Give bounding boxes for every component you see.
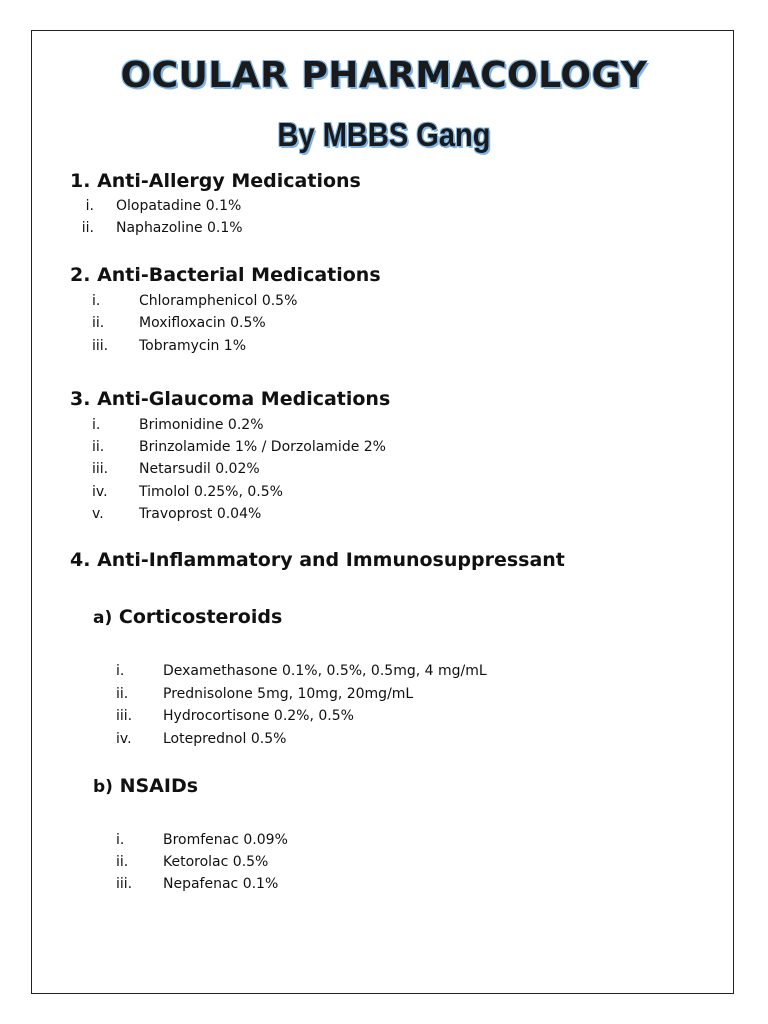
item-text: Travoprost 0.04% [139,506,262,522]
item-numeral: i. [116,832,125,848]
document-title: OCULAR PHARMACOLOGY [120,55,648,96]
item-numeral: ii. [92,439,105,455]
item-text: Dexamethasone 0.1%, 0.5%, 0.5mg, 4 mg/mL [163,663,487,679]
item-numeral: v. [92,506,104,522]
section-heading-4 [70,549,565,571]
item-text: Brinzolamide 1% / Dorzolamide 2% [139,439,386,455]
document-subtitle: By MBBS Gang [277,116,491,153]
section-title: Anti-Glaucoma Medications [97,388,391,410]
section-heading-3 [70,388,390,410]
item-numeral: i. [92,293,101,309]
item-numeral: ii. [81,220,94,236]
item-numeral: ii. [116,686,129,702]
item-text: Loteprednol 0.5% [163,731,287,747]
section-number: 1. [70,170,91,192]
item-numeral: iv. [92,484,108,500]
section-number: 2. [70,264,91,286]
item-numeral: i. [85,198,94,214]
item-text: Nepafenac 0.1% [163,876,279,892]
section-number: 3. [70,388,91,410]
item-numeral: i. [92,417,101,433]
item-text: Moxifloxacin 0.5% [139,315,266,331]
subsection-title: Corticosteroids [118,606,283,628]
item-numeral: i. [116,663,125,679]
item-numeral: iii. [116,708,133,724]
item-text: Hydrocortisone 0.2%, 0.5% [163,708,354,724]
subsection-heading-a [93,606,282,628]
item-numeral: ii. [116,854,129,870]
item-text: Brimonidine 0.2% [139,417,264,433]
subsection-letter: a) [93,608,113,628]
item-text: Chloramphenicol 0.5% [139,293,298,309]
item-text: Netarsudil 0.02% [139,461,260,477]
item-numeral: iv. [116,731,132,747]
item-text: Naphazoline 0.1% [116,220,243,236]
section-title: Anti-Bacterial Medications [97,264,381,286]
section-number: 4. [70,549,91,571]
section-heading-1 [70,170,361,192]
section-title: Anti-Allergy Medications [97,170,361,192]
item-numeral: iii. [92,461,109,477]
item-numeral: iii. [92,338,109,354]
item-numeral: iii. [116,876,133,892]
subsection-letter: b) [93,777,113,797]
item-text: Bromfenac 0.09% [163,832,288,848]
item-text: Olopatadine 0.1% [116,198,242,214]
subsection-title: NSAIDs [119,775,199,797]
item-text: Timolol 0.25%, 0.5% [139,484,283,500]
item-text: Ketorolac 0.5% [163,854,269,870]
section-title: Anti-Inflammatory and Immunosuppressant [97,549,565,571]
item-numeral: ii. [92,315,105,331]
item-text: Prednisolone 5mg, 10mg, 20mg/mL [163,686,414,702]
item-text: Tobramycin 1% [139,338,247,354]
section-heading-2 [70,264,381,286]
subsection-heading-b [93,775,198,797]
